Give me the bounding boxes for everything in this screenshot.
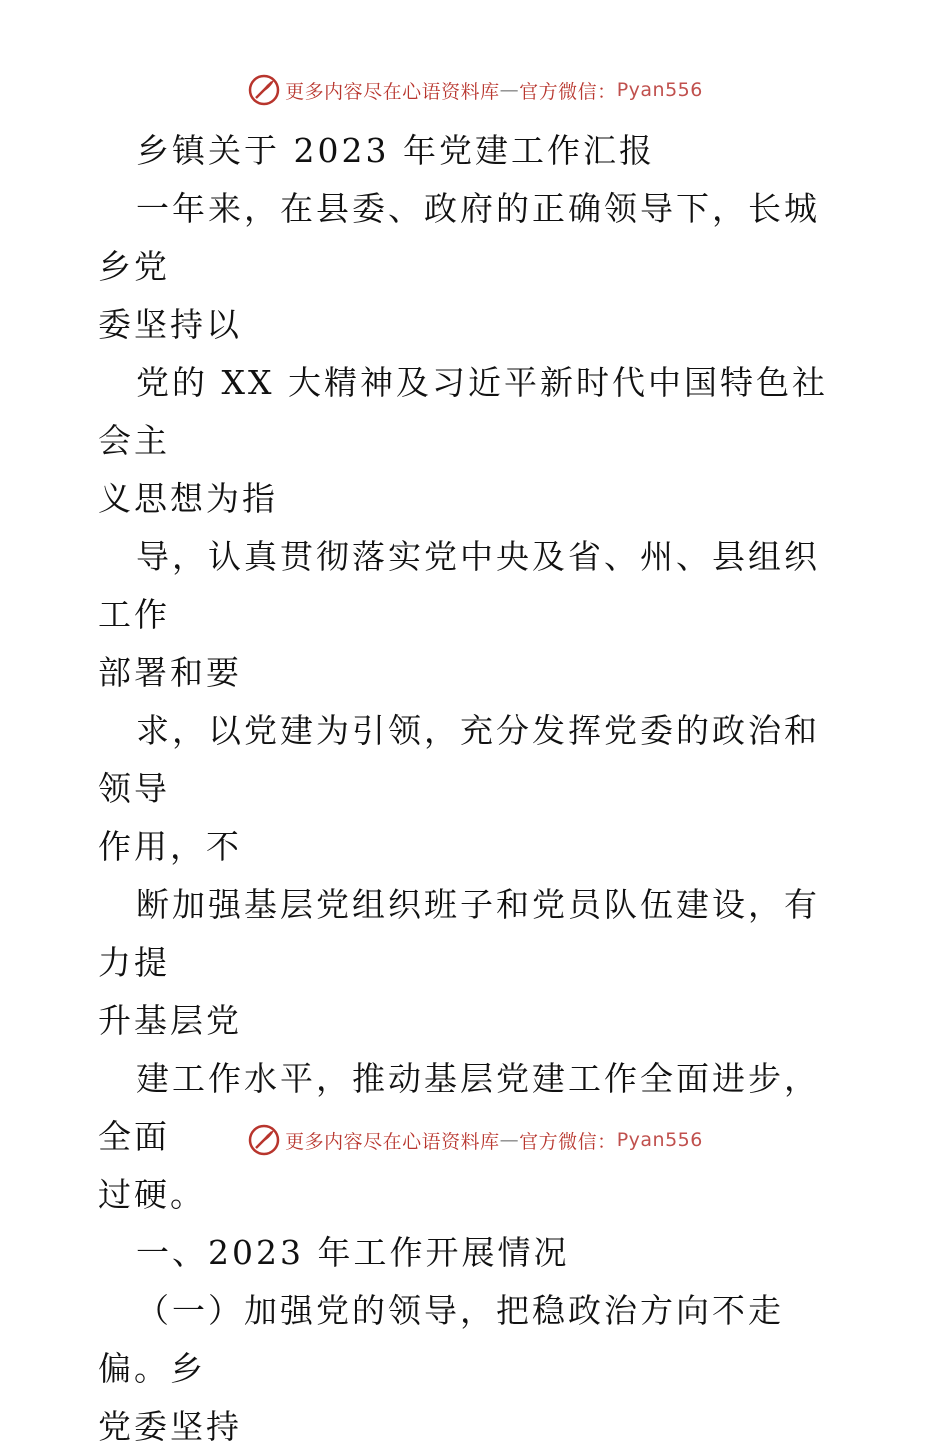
paragraph-1-line-1: 一年来，在县委、政府的正确领导下，长城乡党 (98, 189, 820, 286)
banner-text: 更多内容尽在心语资料库 (285, 1130, 500, 1153)
banner-account: Pyan556 (616, 1129, 703, 1151)
paragraph-5-line-1: 断加强基层党组织班子和党员队伍建设，有力提 (98, 885, 820, 982)
paragraph-5-line-2: 升基层党 (98, 1001, 242, 1040)
paragraph-2-line-1: 党的 XX 大精神及习近平新时代中国特色社会主 (98, 363, 828, 460)
banner-account: Pyan556 (616, 79, 703, 101)
paragraph-6-line-1: 建工作水平，推动基层党建工作全面进步，全面 (98, 1059, 820, 1156)
paragraph-4-line-1: 求，以党建为引领，充分发挥党委的政治和领导 (98, 711, 820, 808)
banner-official: 官方微信： (519, 1130, 617, 1153)
paragraph-6-line-2: 过硬。 (98, 1175, 206, 1214)
banner-separator: — (499, 1129, 520, 1151)
banner-text: 更多内容尽在心语资料库 (285, 80, 500, 103)
header-watermark-banner (0, 70, 950, 110)
feather-logo-icon (247, 1123, 281, 1157)
feather-logo-icon (247, 73, 281, 107)
section-heading: 一、2023 年工作开展情况 (136, 1233, 570, 1272)
paragraph-3-line-1: 导，认真贯彻落实党中央及省、州、县组织工作 (98, 537, 820, 634)
paragraph-1-line-2: 委坚持以 (98, 305, 242, 344)
banner-official: 官方微信： (519, 80, 617, 103)
paragraph-2-line-2: 义思想为指 (98, 479, 278, 518)
paragraph-3-line-2: 部署和要 (98, 653, 242, 692)
document-body (98, 122, 853, 1456)
document-title: 乡镇关于 2023 年党建工作汇报 (136, 131, 655, 170)
paragraph-7-line-1: （一）加强党的领导，把稳政治方向不走偏。乡 (98, 1291, 784, 1388)
paragraph-4-line-2: 作用，不 (98, 827, 242, 866)
banner-separator: — (499, 79, 520, 101)
paragraph-7-line-2: 党委坚持 (98, 1407, 242, 1446)
footer-watermark-banner (0, 1120, 950, 1160)
